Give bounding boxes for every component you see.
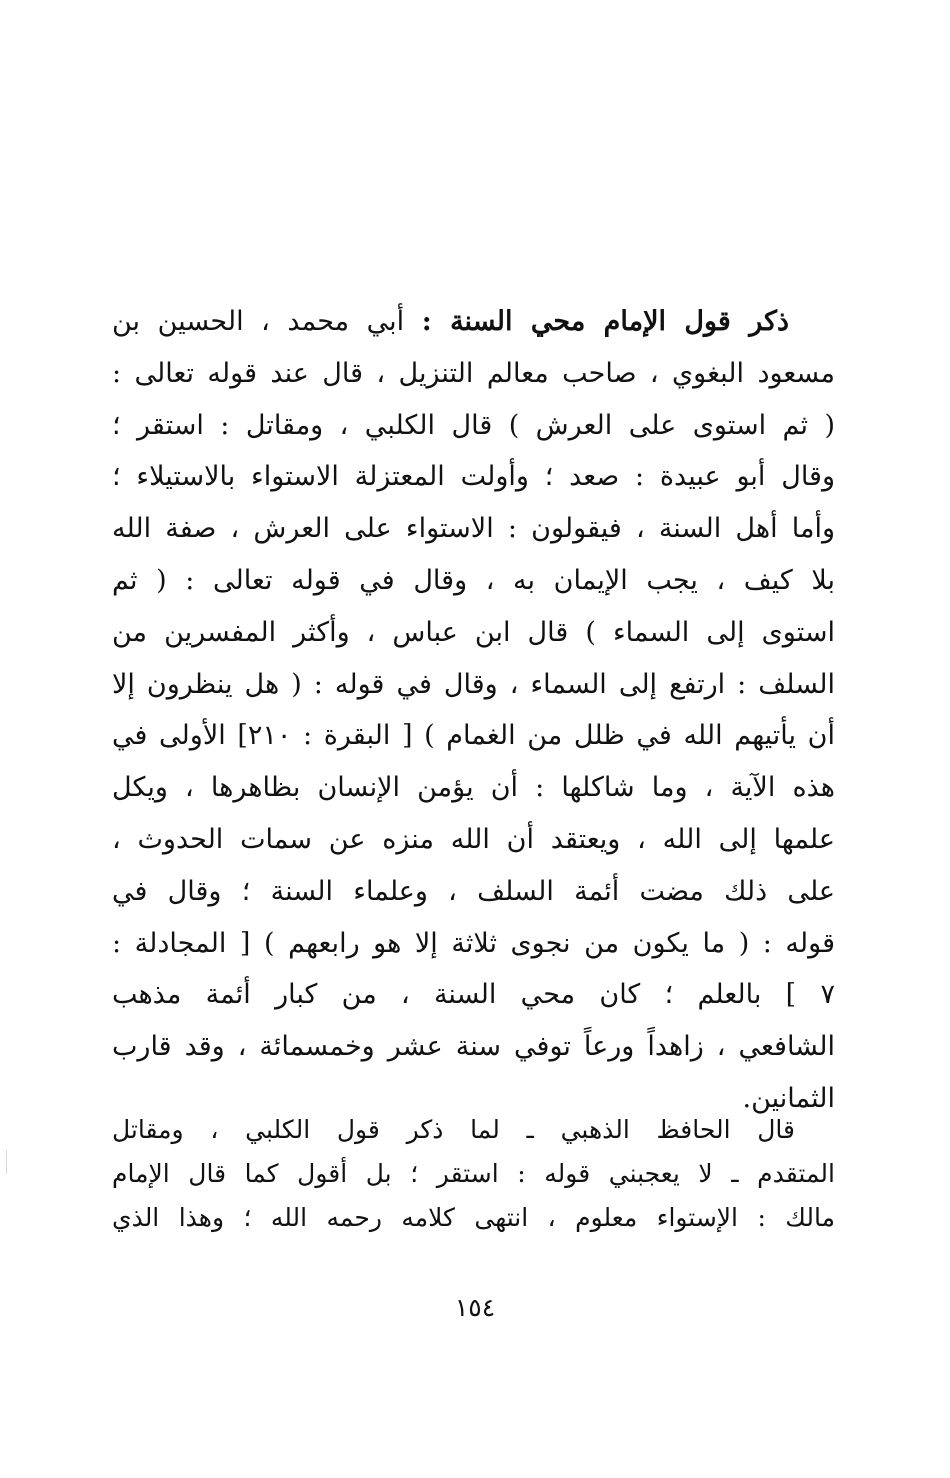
- paragraph-line: هذه الآية ، وما شاكلها : أن يؤمن الإنسان بظاهرها ، ويكل: [112, 772, 835, 804]
- paragraph-line: ذكر قول الإمام محي السنة : أبي محمد ، الحسين بن: [112, 306, 789, 337]
- paragraph-line: قوله : ( ما يكون من نجوى ثلاثة إلا هو رابعهم ) [ المجادلة :: [112, 927, 835, 959]
- paragraph-line: وقال أبو عبيدة : صعد ؛ وأولت المعتزلة الاستواء بالاستيلاء ؛: [112, 461, 835, 493]
- section-heading: ذكر قول الإمام محي السنة :: [421, 306, 789, 337]
- paragraph-line: الشافعي ، زاهداً ورعاً توفي سنة عشر وخمسمائة ، وقد قارب: [112, 1031, 835, 1063]
- paragraph-line: استوى إلى السماء ) قال ابن عباس ، وأكثر المفسرين من: [112, 616, 835, 648]
- paragraph-line: على ذلك مضت أئمة السلف ، وعلماء السنة ؛ وقال في: [112, 875, 835, 907]
- paragraph-line: المتقدم ـ لا يعجبني قوله : استقر ؛ بل أقول كما قال الإمام: [112, 1159, 835, 1188]
- paragraph-line: أن يأتيهم الله في ظلل من الغمام ) [ البقرة : ٢١٠] الأولى في: [112, 720, 835, 752]
- paragraph-line: وأما أهل السنة ، فيقولون : الاستواء على العرش ، صفة الله: [112, 513, 835, 545]
- paragraph-line: ( ثم استوى على العرش ) قال الكلبي ، ومقاتل : استقر ؛: [112, 409, 835, 441]
- paragraph-line: مالك : الإستواء معلوم ، انتهى كلامه رحمه الله ؛ وهذا الذي: [112, 1203, 835, 1232]
- paragraph-line: الثمانين.: [742, 1082, 835, 1114]
- page-number: ١٥٤: [454, 1293, 496, 1322]
- scan-edge-mark: [6, 1150, 7, 1174]
- paragraph-baghawi: [112, 296, 835, 1125]
- paragraph-line: بلا كيف ، يجب الإيمان به ، وقال في قوله تعالى : ( ثم: [112, 564, 835, 596]
- paragraph-line: السلف : ارتفع إلى السماء ، وقال في قوله : ( هل ينظرون إلا: [112, 668, 835, 700]
- paragraph-line: علمها إلى الله ، ويعتقد أن الله منزه عن سمات الحدوث ،: [112, 823, 835, 855]
- paragraph-dhahabi: [112, 1108, 835, 1240]
- paragraph-line: مسعود البغوي ، صاحب معالم التنزيل ، قال عند قوله تعالى :: [112, 357, 835, 389]
- paragraph-line: قال الحافظ الذهبي ـ لما ذكر قول الكلبي ، ومقاتل: [112, 1115, 795, 1144]
- paragraph-line: ٧ ] بالعلم ؛ كان محي السنة ، من كبار أئمة مذهب: [112, 979, 835, 1011]
